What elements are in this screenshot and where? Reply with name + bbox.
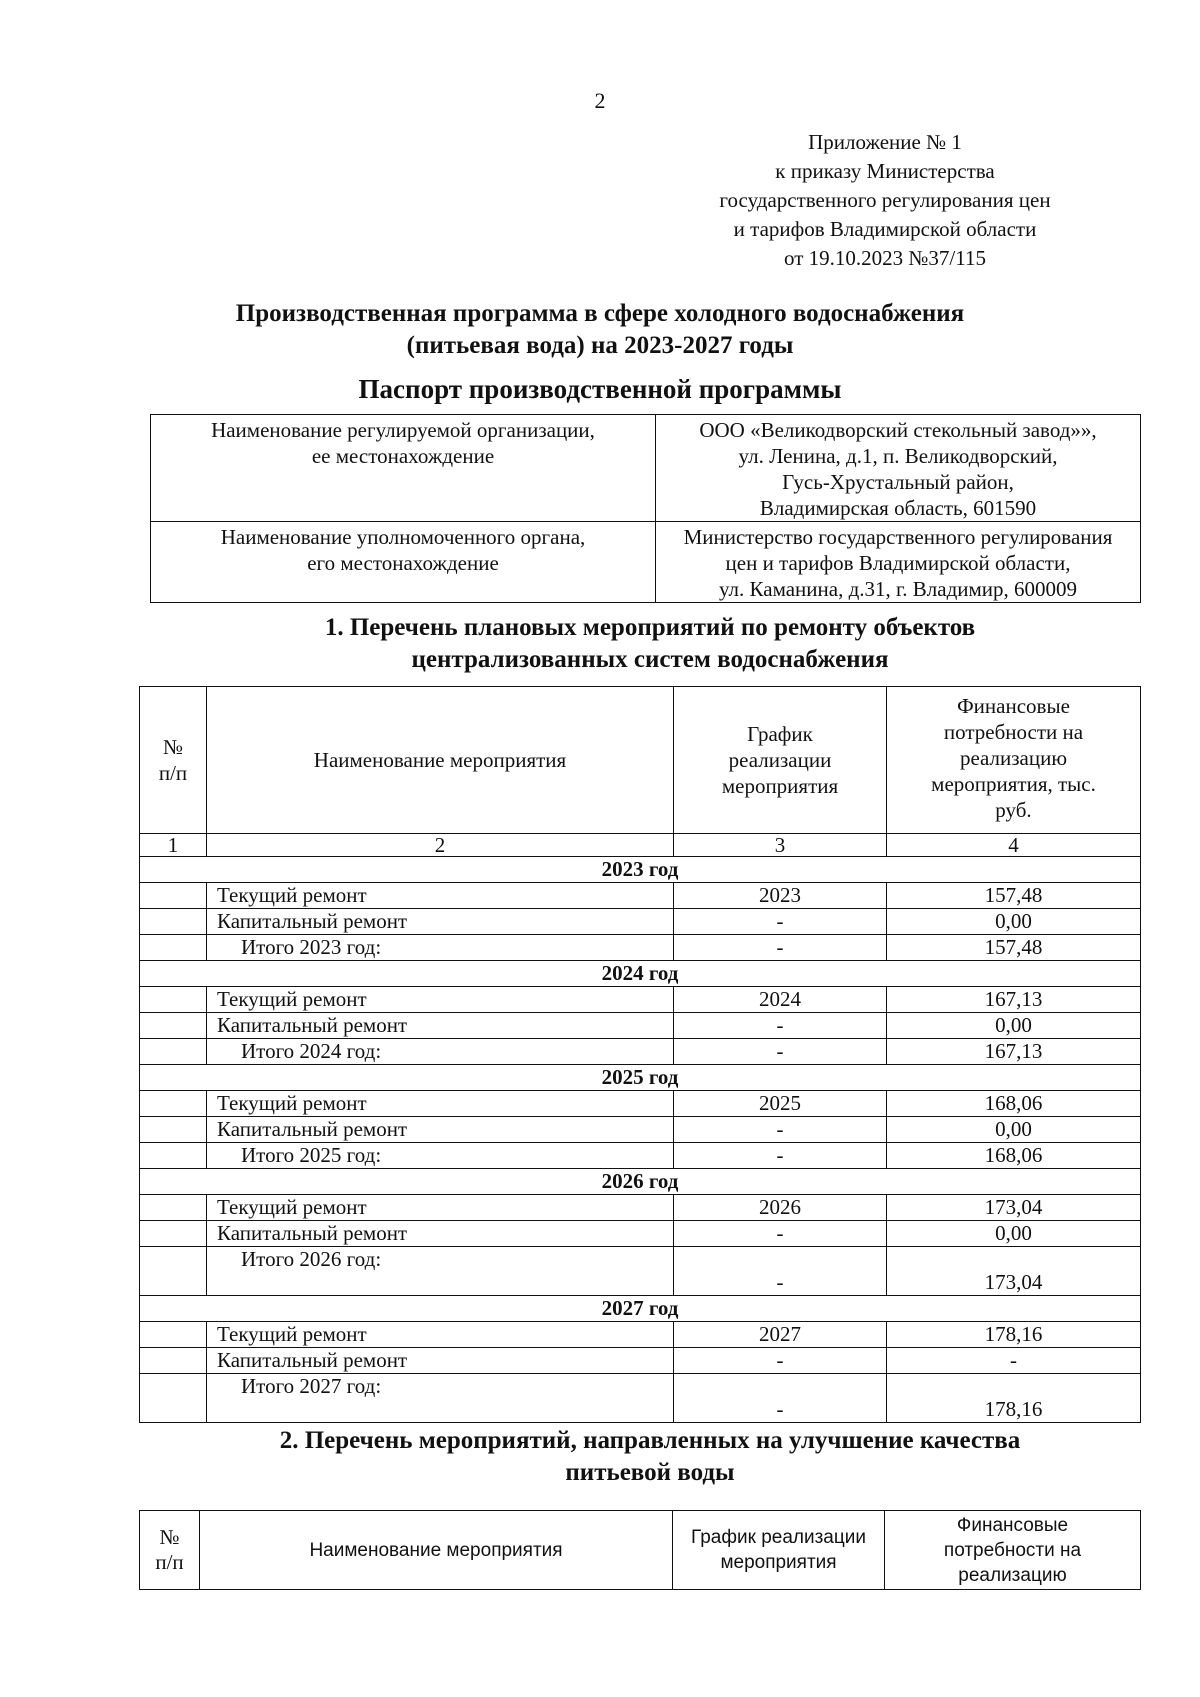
header-line: потребности на <box>943 720 1084 744</box>
header-line: п/п <box>158 761 188 785</box>
cell-value: 178,16 <box>887 1374 1141 1423</box>
header-line: реализацию <box>958 1564 1067 1586</box>
passport-value-line: Владимирская область, 601590 <box>759 496 1037 520</box>
passport-table <box>150 414 1141 603</box>
header-name: Наименование мероприятия <box>200 1511 673 1590</box>
cell-value: 167,13 <box>887 1039 1141 1065</box>
year-row <box>140 961 1141 987</box>
year-row <box>140 1065 1141 1091</box>
cell-name: Капитальный ремонт <box>207 1117 674 1143</box>
appendix-line: и тарифов Владимирской области <box>733 217 1037 241</box>
passport-row <box>151 415 1141 522</box>
cell-schedule: 2026 <box>674 1195 887 1221</box>
header-line: реализацию <box>959 746 1068 770</box>
cell-num <box>140 1039 207 1065</box>
cell-num <box>140 1091 207 1117</box>
cell-num <box>140 1117 207 1143</box>
cell-schedule: 2025 <box>674 1091 887 1117</box>
cell-schedule: - <box>674 1221 887 1247</box>
cell-schedule: - <box>674 1143 887 1169</box>
header-finance <box>885 1511 1141 1590</box>
cell-name: Текущий ремонт <box>207 987 674 1013</box>
cell-name: Текущий ремонт <box>207 883 674 909</box>
passport-row <box>151 522 1141 603</box>
passport-key-line: Наименование регулируемой организации, <box>211 418 595 442</box>
passport-heading: Паспорт производственной программы <box>358 374 842 404</box>
year-label: 2026 год <box>140 1169 1141 1195</box>
header-line: График реализации <box>691 1527 866 1548</box>
cell-num <box>140 883 207 909</box>
table-row <box>140 1117 1141 1143</box>
table-row <box>140 1348 1141 1374</box>
passport-value-line: Министерство государственного регулирования <box>683 525 1113 549</box>
header-line: Финансовые <box>956 1514 1069 1536</box>
section1-title-line: 1. Перечень плановых мероприятий по ремонту объектов <box>324 614 976 641</box>
header-line: Финансовые <box>957 694 1070 718</box>
column-number: 3 <box>674 834 887 857</box>
section1-title <box>185 612 1115 676</box>
cell-num <box>140 909 207 935</box>
header-num <box>140 1511 200 1590</box>
header-line: потребности на <box>943 1539 1082 1561</box>
cell-schedule: 2024 <box>674 987 887 1013</box>
section2-title-line: питьевой воды <box>565 1459 735 1486</box>
cell-value: 0,00 <box>887 1221 1141 1247</box>
passport-value-line: ООО «Великодворский стекольный завод»», <box>699 418 1097 442</box>
table-row <box>140 1247 1141 1296</box>
header-line: График <box>747 722 813 746</box>
cell-num <box>140 1221 207 1247</box>
passport-key <box>151 415 656 522</box>
table-row <box>140 1374 1141 1423</box>
passport-key <box>151 522 656 603</box>
table-row <box>140 935 1141 961</box>
appendix-line: к приказу Министерства <box>775 159 995 183</box>
cell-schedule: - <box>674 935 887 961</box>
header-line: мероприятия <box>720 1552 837 1573</box>
cell-num <box>140 1247 207 1296</box>
header-line: руб. <box>995 798 1032 822</box>
year-row <box>140 1296 1141 1322</box>
appendix-line: Приложение № 1 <box>808 130 962 154</box>
cell-schedule: - <box>674 1247 887 1296</box>
cell-name: Итого 2027 год: <box>207 1374 674 1423</box>
cell-name: Капитальный ремонт <box>207 909 674 935</box>
table-row <box>140 987 1141 1013</box>
passport-value-line: ул. Ленина, д.1, п. Великодворский, <box>738 444 1058 468</box>
cell-name: Итого 2025 год: <box>207 1143 674 1169</box>
cell-schedule: - <box>674 909 887 935</box>
header-schedule <box>674 687 887 834</box>
cell-num <box>140 1195 207 1221</box>
year-row <box>140 1169 1141 1195</box>
cell-value: 0,00 <box>887 1117 1141 1143</box>
header-schedule <box>673 1511 885 1590</box>
year-label: 2025 год <box>140 1065 1141 1091</box>
cell-name: Итого 2024 год: <box>207 1039 674 1065</box>
section2-title-line: 2. Перечень мероприятий, направленных на улучшение качества <box>279 1427 1021 1454</box>
header-finance <box>887 687 1141 834</box>
cell-value: 157,48 <box>887 883 1141 909</box>
passport-value-line: ул. Каманина, д.31, г. Владимир, 600009 <box>718 577 1078 601</box>
section2-title <box>185 1425 1115 1489</box>
table-row <box>140 1013 1141 1039</box>
cell-value: 157,48 <box>887 935 1141 961</box>
table-row <box>140 1322 1141 1348</box>
cell-schedule: - <box>674 1348 887 1374</box>
header-line: мероприятия, тыс. <box>931 772 1096 796</box>
passport-value-line: цен и тарифов Владимирской области, <box>725 551 1071 575</box>
cell-name: Итого 2023 год: <box>207 935 674 961</box>
cell-value: 178,16 <box>887 1322 1141 1348</box>
table-row <box>140 883 1141 909</box>
cell-num <box>140 987 207 1013</box>
header-num <box>140 687 207 834</box>
cell-name: Итого 2026 год: <box>207 1247 674 1296</box>
table-row <box>140 1039 1141 1065</box>
cell-value: 168,06 <box>887 1091 1141 1117</box>
header-line: мероприятия <box>721 774 839 798</box>
cell-schedule: - <box>674 1374 887 1423</box>
cell-num <box>140 1374 207 1423</box>
cell-schedule: 2027 <box>674 1322 887 1348</box>
table-header-row <box>140 1511 1141 1590</box>
passport-key-line: его местонахождение <box>307 551 499 575</box>
cell-num <box>140 1013 207 1039</box>
passport-value <box>656 415 1141 522</box>
cell-name: Капитальный ремонт <box>207 1348 674 1374</box>
cell-num <box>140 1322 207 1348</box>
cell-schedule: - <box>674 1117 887 1143</box>
table-header-row <box>140 687 1141 834</box>
header-name: Наименование мероприятия <box>207 687 674 834</box>
quality-table <box>139 1510 1141 1590</box>
program-title-line: (питьевая вода) на 2023-2027 годы <box>406 332 794 359</box>
passport-value-line: Гусь-Хрустальный район, <box>782 470 1014 494</box>
passport-key-line: ее местонахождение <box>311 444 495 468</box>
cell-value: 173,04 <box>887 1195 1141 1221</box>
cell-schedule: - <box>674 1013 887 1039</box>
passport-value <box>656 522 1141 603</box>
column-number: 1 <box>140 834 207 857</box>
table-row <box>140 1195 1141 1221</box>
column-number: 4 <box>887 834 1141 857</box>
cell-value: 167,13 <box>887 987 1141 1013</box>
cell-name: Капитальный ремонт <box>207 1013 674 1039</box>
column-number: 2 <box>207 834 674 857</box>
cell-num <box>140 935 207 961</box>
appendix-line: государственного регулирования цен <box>719 188 1051 212</box>
header-line: № <box>159 1525 180 1549</box>
year-row <box>140 857 1141 883</box>
header-line: реализации <box>728 748 832 772</box>
passport-key-line: Наименование уполномоченного органа, <box>220 525 586 549</box>
cell-num <box>140 1143 207 1169</box>
program-title <box>150 298 1050 362</box>
cell-name: Текущий ремонт <box>207 1091 674 1117</box>
cell-name: Текущий ремонт <box>207 1322 674 1348</box>
cell-value: 173,04 <box>887 1247 1141 1296</box>
table-row <box>140 909 1141 935</box>
year-label: 2023 год <box>140 857 1141 883</box>
year-label: 2024 год <box>140 961 1141 987</box>
cell-num <box>140 1348 207 1374</box>
program-title-line: Производственная программа в сфере холодного водоснабжения <box>235 300 965 327</box>
cell-value: 0,00 <box>887 1013 1141 1039</box>
appendix-line: от 19.10.2023 №37/115 <box>784 246 986 270</box>
cell-value: 168,06 <box>887 1143 1141 1169</box>
cell-value: - <box>887 1348 1141 1374</box>
year-label: 2027 год <box>140 1296 1141 1322</box>
page-number: 2 <box>594 88 606 113</box>
header-line: № <box>162 735 184 759</box>
table-row <box>140 1143 1141 1169</box>
header-line: п/п <box>155 1550 184 1574</box>
column-number-row <box>140 834 1141 857</box>
cell-schedule: - <box>674 1039 887 1065</box>
cell-name: Капитальный ремонт <box>207 1221 674 1247</box>
cell-value: 0,00 <box>887 909 1141 935</box>
section1-title-line: централизованных систем водоснабжения <box>411 646 889 673</box>
repair-plan-table <box>139 686 1141 1423</box>
table-row <box>140 1221 1141 1247</box>
appendix-block <box>660 128 1110 273</box>
cell-name: Текущий ремонт <box>207 1195 674 1221</box>
table-row <box>140 1091 1141 1117</box>
cell-schedule: 2023 <box>674 883 887 909</box>
